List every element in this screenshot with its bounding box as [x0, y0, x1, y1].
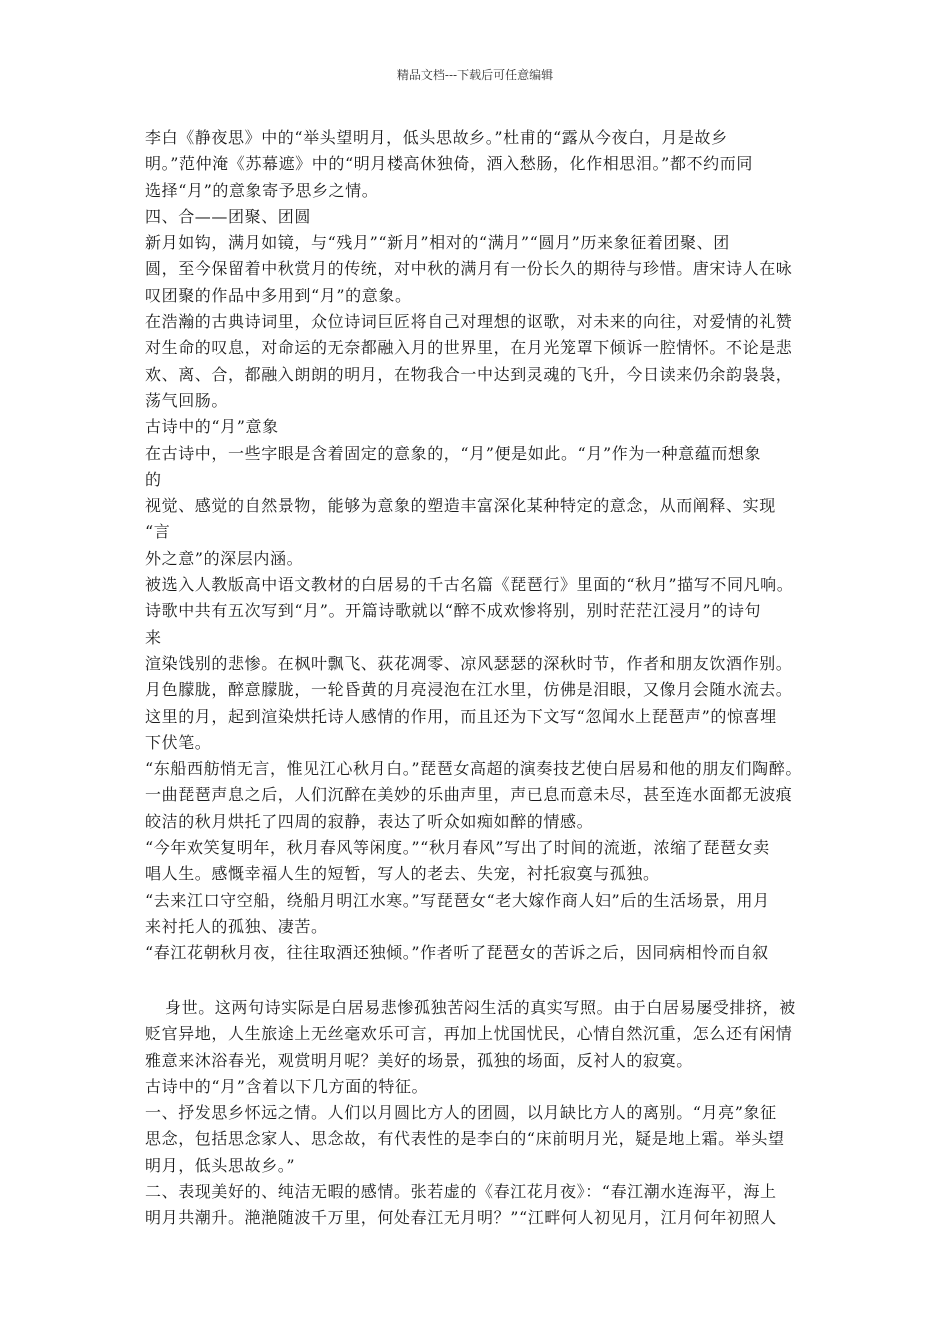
body-section-2 — [145, 995, 825, 1232]
paragraph-line: 荡气回肠。 — [145, 390, 229, 410]
paragraph-line: “言 — [145, 522, 171, 542]
paragraph-line: 圆，至今保留着中秋赏月的传统，对中秋的满月有一份长久的期待与珍惜。唐宋诗人在咏 — [145, 259, 793, 279]
body-section-1 — [145, 125, 825, 967]
paragraph-line: 在浩瀚的古典诗词里，众位诗词巨匠将自己对理想的讴歌，对未来的向往，对爱情的礼赞 — [145, 312, 793, 332]
paragraph-line: 被选入人教版高中语文教材的白居易的千古名篇《琵琶行》里面的“秋月”描写不同凡响。 — [145, 575, 794, 595]
paragraph-line: 古诗中的“月”意象 — [145, 417, 279, 437]
paragraph-line: 明月共潮升。滟滟随波千万里，何处春江无月明？”“江畔何人初见月，江月何年初照人 — [145, 1208, 777, 1228]
paragraph-line: 诗歌中共有五次写到“月”。开篇诗歌就以“醉不成欢惨将别，别时茫茫江浸月”的诗句 — [145, 601, 762, 621]
paragraph-line: “今年欢笑复明年，秋月春风等闲度。”“秋月春风”写出了时间的流逝，浓缩了琵琶女卖 — [145, 838, 770, 858]
paragraph-line: 视觉、感觉的自然景物，能够为意象的塑造丰富深化某种特定的意念，从而阐释、实现 — [145, 496, 776, 516]
paragraph-line: 来 — [145, 627, 162, 647]
page-header: 精品文档---下载后可任意编辑 — [396, 68, 554, 82]
paragraph-line: 思念，包括思念家人、思念故，有代表性的是李白的“床前明月光，疑是地上霜。举头望 — [145, 1129, 785, 1149]
paragraph-line: “去来江口守空船，绕船月明江水寒。”写琵琶女“老大嫁作商人妇”后的生活场景，用月 — [145, 890, 770, 910]
paragraph-line: 外之意”的深层内涵。 — [145, 548, 304, 568]
paragraph-line: 对生命的叹息，对命运的无奈都融入月的世界里，在月光笼罩下倾诉一腔情怀。不论是悲 — [145, 338, 793, 358]
paragraph-line: 新月如钩，满月如镜，与“残月”“新月”相对的“满月”“圆月”历来象征着团聚、团 — [145, 233, 730, 253]
paragraph-line: “春江花朝秋月夜，往往取酒还独倾。”作者听了琵琶女的苦诉之后，因同病相怜而自叙 — [145, 943, 769, 963]
paragraph-line: 渲染饯别的悲惨。在枫叶飘飞、荻花凋零、凉风瑟瑟的深秋时节，作者和朋友饮酒作别。 — [145, 653, 793, 673]
paragraph-line: 月色朦胧，醉意朦胧，一轮昏黄的月亮浸泡在江水里，仿佛是泪眼，又像月会随水流去。 — [145, 680, 793, 700]
paragraph-line: 唱人生。感慨幸福人生的短暂，写人的老去、失宠，衬托寂寞与孤独。 — [145, 864, 660, 884]
paragraph-line: 雅意来沐浴春光，观赏明月呢？美好的场景，孤独的场面，反衬人的寂寞。 — [145, 1050, 693, 1070]
paragraph-line: 明。”范仲淹《苏幕遮》中的“明月楼高休独倚，酒入愁肠，化作相思泪。”都不约而同 — [145, 154, 753, 174]
paragraph-line: 这里的月，起到渲染烘托诗人感情的作用，而且还为下文写“忽闻水上琵琶声”的惊喜埋 — [145, 706, 777, 726]
paragraph-line: 明月，低头思故乡。” — [145, 1155, 296, 1175]
paragraph-line: 四、合——团聚、团圆 — [145, 206, 312, 226]
paragraph-line: 下伏笔。 — [145, 732, 212, 752]
paragraph-line: 叹团聚的作品中多用到“月”的意象。 — [145, 285, 412, 305]
paragraph-line: 李白《静夜思》中的“举头望明月，低头思故乡。”杜甫的“露从今夜白，月是故乡 — [145, 128, 728, 147]
paragraph-line: 古诗中的“月”含着以下几方面的特征。 — [145, 1076, 429, 1096]
paragraph-line: 在古诗中，一些字眼是含着固定的意象的，“月”便是如此。“月”作为一种意蕴而想象 — [145, 443, 762, 463]
paragraph-line: 的 — [145, 469, 162, 489]
paragraph-line: 一曲琵琶声息之后，人们沉醉在美妙的乐曲声里，声已息而意未尽，甚至连水面都无波痕 — [145, 785, 793, 805]
paragraph-line: 选择“月”的意象寄予思乡之情。 — [145, 180, 379, 200]
paragraph-line: 贬官异地，人生旅途上无丝毫欢乐可言，再加上忧国忧民，心情自然沉重，怎么还有闲情 — [145, 1024, 793, 1044]
paragraph-line: 二、表现美好的、纯洁无暇的感情。张若虚的《春江花月夜》：“春江潮水连海平，海上 — [145, 1182, 777, 1202]
paragraph-line: 皎洁的秋月烘托了四周的寂静，表达了听众如痴如醉的情感。 — [145, 811, 594, 831]
paragraph-line: 身世。这两句诗实际是白居易悲惨孤独苦闷生活的真实写照。由于白居易屡受排挤，被 — [165, 998, 796, 1017]
paragraph-line: 来衬托人的孤独、凄苦。 — [145, 916, 328, 936]
paragraph-line: “东船西舫悄无言，惟见江心秋月白。”琵琶女高超的演奏技艺使白居易和他的朋友们陶醉。 — [145, 759, 802, 779]
paragraph-line: 一、抒发思乡怀远之情。人们以月圆比方人的团圆，以月缺比方人的离别。“月亮”象征 — [145, 1103, 777, 1123]
paragraph-line: 欢、离、合，都融入朗朗的明月，在物我合一中达到灵魂的飞升，今日读来仍余韵袅袅， — [145, 364, 793, 384]
